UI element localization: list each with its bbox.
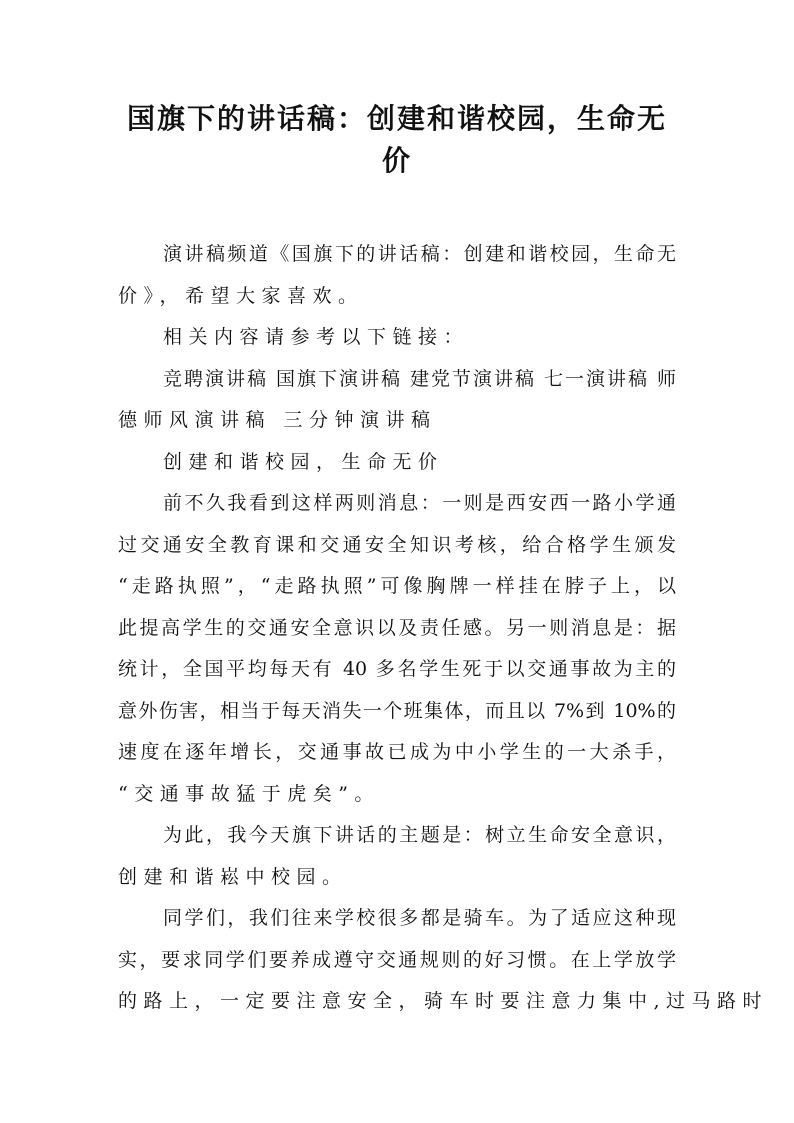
paragraph-line: 速度在逐年增长，交通事故已成为中小学生的一大杀手， <box>118 741 676 763</box>
paragraph-line: 此提高学生的交通安全意识以及责任感。另一则消息是：据 <box>118 616 676 639</box>
paragraph-line: 意外伤害，相当于每天消失一个班集体，而且以 7%到 10%的 <box>118 699 676 722</box>
paragraph-line: 相关内容请参考以下链接： <box>163 326 470 348</box>
paragraph-line: 创建和谐校园，生命无价 <box>163 450 444 473</box>
paragraph <box>118 359 676 442</box>
title-line-1: 国旗下的讲话稿：创建和谐校园，生命无 <box>126 102 667 135</box>
paragraph <box>118 815 676 898</box>
paragraph-line: 演讲稿频道《国旗下的讲话稿：创建和谐校园，生命无 <box>163 243 676 265</box>
paragraph-line: 德师风演讲稿 三分钟演讲稿 <box>118 409 437 431</box>
paragraph-line: “走路执照”，“走路执照”可像胸牌一样挂在脖子上，以 <box>118 575 676 597</box>
paragraph-line: 过交通安全教育课和交通安全知识考核，给合格学生颁发 <box>118 533 676 556</box>
paragraph-line: 统计，全国平均每天有 40 多名学生死于以交通事故为主的 <box>118 658 676 680</box>
paragraph-line: 实，要求同学们要养成遵守交通规则的好习惯。在上学放学 <box>118 948 676 971</box>
paragraph-line: 的路上，一定要注意安全，骑车时要注意力集中,过马路时 <box>118 990 769 1012</box>
paragraph <box>118 483 676 815</box>
paragraph <box>118 317 676 359</box>
paragraph-line: 价》，希望大家喜欢。 <box>118 284 364 307</box>
document-body <box>118 234 769 1023</box>
paragraph-line: 同学们，我们往来学校很多都是骑车。为了适应这种现 <box>163 907 676 929</box>
paragraph-line: “交通事故猛于虎矣”。 <box>118 782 380 805</box>
paragraph <box>118 234 676 317</box>
paragraph-line: 为此，我今天旗下讲话的主题是：树立生命安全意识， <box>163 824 676 846</box>
document-title <box>120 98 674 182</box>
paragraph <box>118 442 676 484</box>
paragraph-line: 前不久我看到这样两则消息：一则是西安西一路小学通 <box>163 492 676 514</box>
title-line-2: 价 <box>381 144 412 177</box>
paragraph-line: 竞聘演讲稿 国旗下演讲稿 建党节演讲稿 七一演讲稿 师 <box>163 367 676 390</box>
paragraph <box>118 898 769 1023</box>
paragraph-line: 创建和谐崧中校园。 <box>118 865 348 888</box>
